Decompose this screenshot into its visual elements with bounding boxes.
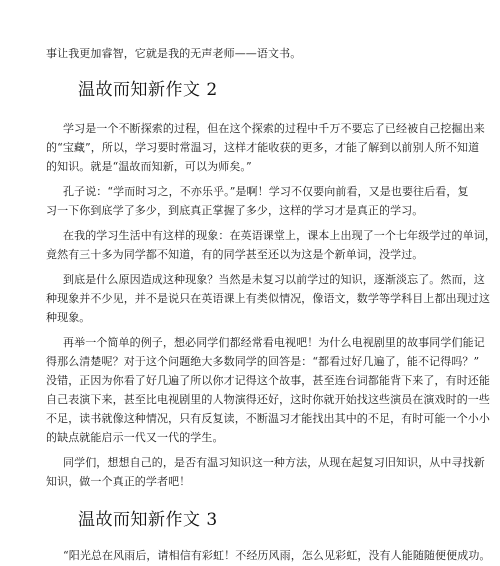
- paragraph-line: 同学们，想想自己的，是否有温习知识这一种方法，从现在起复习旧知识，从中寻找新: [63, 456, 485, 469]
- paragraph-line: 到底是什么原因造成这种现象？当然是未复习以前学过的知识，逐渐淡忘了。然而，这: [63, 273, 485, 286]
- paragraph-line: “阳光总在风雨后，请相信有彩虹！不经历风雨，怎么见彩虹，没有人能随随便便成功。: [63, 549, 491, 562]
- paragraph-line: 竟然有三十多为同学都不知道，有的同学甚至还以为这是个新单词，没学过。: [46, 248, 424, 261]
- paragraph-line: 的“宝藏”，所以，学习要时常温习，这样才能收获的更多，才能了解到以前别人所不知道: [46, 141, 480, 154]
- paragraph-line: 的知识。就是“温故而知新，可以为师矣。”: [46, 160, 252, 173]
- paragraph-line: 习一下你到底学了多少，到底真正掌握了多少，这样的学习才是真正的学习。: [46, 204, 424, 217]
- paragraph-line: 孔子说：“学而时习之，不亦乐乎。”是啊！学习不仅要向前看，又是也要往后看，复: [63, 185, 469, 198]
- section-3-heading: 温故而知新作文 3: [78, 510, 218, 530]
- paragraph-line: 得那么清楚呢？对于这个问题绝大多数同学的回答是：“都看过好几遍了，能不记得吗？”: [46, 355, 480, 368]
- intro-tail-line: 事让我更加睿智，它就是我的无声老师——语文书。: [46, 47, 302, 60]
- section-2-heading: 温故而知新作文 2: [78, 80, 218, 100]
- paragraph-line: 不足，读书就像这种情况，只有反复读，不断温习才能找出其中的不足，有时可能一个小小: [46, 412, 490, 425]
- paragraph-line: 知识，做一个真正的学者吧！: [46, 475, 191, 488]
- paragraph-line: 再举一个简单的例子，想必同学们都经常看电视吧！为什么电视剧里的故事同学们能记: [63, 336, 485, 349]
- paragraph-line: 种现象并不少见，并不是说只在英语课上有类似情况，像语文，数学等学科目上都出现过这: [46, 292, 490, 305]
- paragraph-line: 的缺点就能启示一代又一代的学生。: [46, 431, 224, 444]
- paragraph-line: 学习是一个不断探索的过程，但在这个探索的过程中千万不要忘了已经被自己挖掘出来: [63, 122, 485, 135]
- paragraph-line: 自己表演下来，甚至比电视剧里的人物演得还好，这时你就开始找这些演员在演戏时的一些: [46, 393, 490, 406]
- paragraph-line: 种现象。: [46, 311, 91, 324]
- paragraph-line: 在我的学习生活中有这样的现象：在英语课堂上，课本上出现了一个七年级学过的单词，: [63, 229, 496, 242]
- paragraph-line: 没错，正因为你看了好几遍了所以你才记得这个故事，甚至连台词都能背下来了，有时还能: [46, 374, 490, 387]
